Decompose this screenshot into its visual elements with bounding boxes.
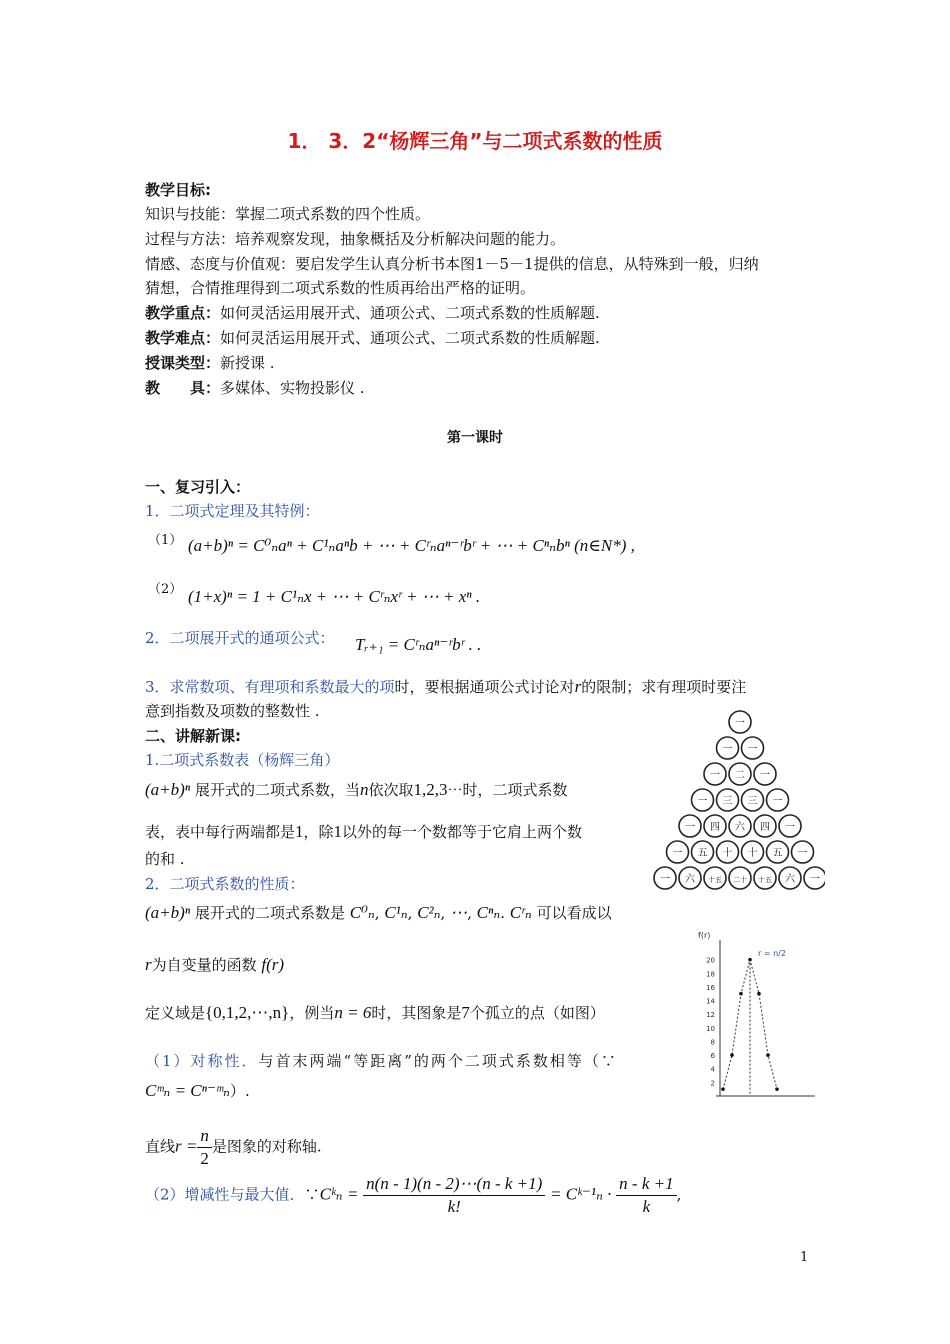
p2-expr: (a+b)ⁿ xyxy=(145,903,191,922)
lesson-type-text: 新授课 . xyxy=(220,354,275,372)
triangle-cell xyxy=(767,789,789,811)
p2-a: 展开式的二项式系数是 xyxy=(194,904,345,922)
triangle-cell xyxy=(717,841,739,863)
review-item-3 xyxy=(145,677,746,697)
review-heading: 一、复习引入： xyxy=(145,478,251,496)
svg-text:一: 一 xyxy=(735,718,745,729)
p1-expr: (a+b)ⁿ xyxy=(145,780,191,799)
paragraph-2-line-1: (a+b)ⁿ 展开式的二项式系数是 C⁰ₙ, C¹ₙ, C²ₙ, ⋯, Cⁿₙ. Cʳₙ 可以看成以 xyxy=(145,903,612,922)
triangle-cell xyxy=(717,737,739,759)
period-heading: 第一课时 xyxy=(447,430,503,446)
svg-text:一: 一 xyxy=(697,796,708,807)
p2-coeff-2: C²ₙ xyxy=(417,903,441,922)
p1-b: 依次取 xyxy=(368,781,414,799)
svg-text:一: 一 xyxy=(760,770,770,781)
increase-because: ∵ xyxy=(304,1185,320,1204)
y-tick-label: 6 xyxy=(710,1052,715,1061)
y-tick-label: 18 xyxy=(706,970,715,979)
tools xyxy=(145,378,365,398)
svg-text:十五: 十五 xyxy=(708,876,722,884)
p2-coeff-1: C¹ₙ xyxy=(384,903,408,922)
new-heading: 二、讲解新课: xyxy=(145,727,241,745)
triangle-cell xyxy=(742,737,764,759)
symmetry-formula: Cᵐₙ = Cⁿ⁻ᵐₙ xyxy=(145,1081,230,1100)
increase-fraction-2 xyxy=(616,1173,676,1218)
y-tick-label: 12 xyxy=(706,1011,715,1020)
p1-f: 以外的每一个数都等于它肩上两个数 xyxy=(342,823,583,841)
key-point-label: 教学重点： xyxy=(145,304,221,322)
increase-lhs: Cᵏₙ = xyxy=(319,1184,359,1204)
svg-text:二: 二 xyxy=(735,770,745,781)
svg-text:一: 一 xyxy=(785,822,795,833)
symmetry-line xyxy=(145,1051,618,1071)
p2-g: 个孤立的点（如图） xyxy=(469,1004,605,1022)
paragraph-1-line-3: 的和 . xyxy=(145,850,185,868)
review-item-3-text: 时，要根据通项公式讨论对 xyxy=(394,678,575,696)
svg-text:五: 五 xyxy=(772,848,783,859)
increase-num-2: n - k +1 xyxy=(616,1173,676,1196)
svg-text:六: 六 xyxy=(685,874,695,885)
objective-emotion-2: 猜想，合情推理得到二项式系数的性质再给出严格的证明。 xyxy=(145,279,536,297)
review-item-3-line-2: 意到指数及项数的整数性 . xyxy=(145,702,320,720)
data-point xyxy=(721,1087,725,1091)
svg-text:一: 一 xyxy=(710,770,720,781)
p2-seven: 7 xyxy=(461,1003,470,1022)
svg-text:一: 一 xyxy=(797,848,808,859)
svg-text:三: 三 xyxy=(722,796,733,807)
p2-c: 为自变量的函数 xyxy=(151,956,257,974)
axis-num: n xyxy=(197,1125,212,1148)
p2-f: 时，其图象是 xyxy=(371,1004,462,1022)
increase-line xyxy=(145,1173,681,1218)
symmetry-end: ）. xyxy=(229,1082,250,1100)
p2-b: 可以看成以 xyxy=(536,904,612,922)
increase-mid: = Cᵏ⁻¹ₙ · xyxy=(550,1184,612,1204)
y-tick-label: 4 xyxy=(710,1065,715,1074)
svg-text:十: 十 xyxy=(747,848,758,859)
axis-expr: r = xyxy=(175,1136,198,1156)
symmetry-label: （1）对称性． xyxy=(145,1052,259,1070)
binomial-coefficient-graph xyxy=(690,920,820,1110)
p1-c: ⋯时，二项式系数 xyxy=(447,781,568,799)
triangle-cell xyxy=(742,789,764,811)
triangle-cell xyxy=(779,867,801,889)
triangle-cell xyxy=(704,763,726,785)
y-tick-label: 10 xyxy=(706,1024,715,1033)
triangle-cell xyxy=(792,841,814,863)
key-point-text: 如何灵活运用展开式、通项公式、二项式系数的性质解题. xyxy=(220,304,600,322)
new-item-2: 2．二项式系数的性质： xyxy=(145,875,305,893)
svg-text:一: 一 xyxy=(810,874,820,885)
difficulty-label: 教学难点： xyxy=(145,329,221,347)
increase-fraction xyxy=(363,1173,545,1218)
increase-den-2: k xyxy=(642,1197,651,1216)
svg-text:六: 六 xyxy=(735,822,745,833)
increase-end: , xyxy=(676,1185,682,1204)
formula-1: (a+b)ⁿ = C⁰ₙaⁿ + C¹ₙaⁿb + ⋯ + Cʳₙaⁿ⁻ʳbʳ + ⋯ + Cⁿₙbⁿ (n∈N*) , xyxy=(188,536,635,555)
svg-text:一: 一 xyxy=(747,744,758,755)
data-point xyxy=(739,992,743,996)
y-tick-label: 2 xyxy=(710,1079,715,1088)
review-item-3-text-2: 的限制；求有理项时要注 xyxy=(581,678,747,696)
review-item-3-lead: 3．求常数项、有理项和系数最大的项 xyxy=(145,678,395,696)
triangle-cell xyxy=(704,867,726,889)
svg-text:一: 一 xyxy=(660,874,670,885)
p2-coeff-4: Cⁿₙ xyxy=(476,903,501,922)
triangle-cell xyxy=(767,841,789,863)
svg-text:十: 十 xyxy=(722,848,733,859)
formula-2-label: （2） xyxy=(148,582,183,597)
page-number: 1 xyxy=(800,1250,809,1265)
objectives-heading: 教学目标: xyxy=(145,181,211,199)
y-axis-label: f(r) xyxy=(698,931,711,940)
symmetry-formula-line xyxy=(145,1081,250,1101)
svg-text:一: 一 xyxy=(722,744,733,755)
triangle-cell xyxy=(729,867,751,889)
triangle-cell xyxy=(729,815,751,837)
triangle-cell xyxy=(692,841,714,863)
triangle-cell xyxy=(754,815,776,837)
increase-label: （2）增减性与最大值． xyxy=(145,1185,305,1204)
y-tick-label: 16 xyxy=(706,983,715,992)
p1-one: 1 xyxy=(295,822,304,841)
axis-den: 2 xyxy=(200,1149,209,1168)
svg-text:三: 三 xyxy=(747,796,758,807)
p1-a: 展开式的二项式系数，当 xyxy=(194,781,360,799)
p1-n: n xyxy=(359,780,369,799)
svg-text:一: 一 xyxy=(672,848,683,859)
triangle-cell xyxy=(667,841,689,863)
p2-domain: {0,1,2,⋯,n} xyxy=(205,1003,290,1022)
data-point xyxy=(766,1053,770,1057)
triangle-cell xyxy=(654,867,676,889)
y-tick-label: 8 xyxy=(710,1038,715,1047)
paragraph-2-line-2 xyxy=(145,955,284,975)
data-point xyxy=(775,1087,779,1091)
svg-text:二十: 二十 xyxy=(733,876,747,884)
p2-fr: f(r) xyxy=(261,955,285,974)
triangle-cell xyxy=(779,815,801,837)
p1-e: ，除 xyxy=(303,823,334,841)
paragraph-1-line-2 xyxy=(145,822,582,842)
p1-vals: 1,2,3 xyxy=(413,780,448,799)
paragraph-1-line-1 xyxy=(145,780,567,800)
triangle-cell xyxy=(729,763,751,785)
y-tick-label: 20 xyxy=(706,956,715,965)
increase-num: n(n - 1)(n - 2)⋯(n - k +1) xyxy=(363,1173,545,1196)
svg-text:十五: 十五 xyxy=(758,876,772,884)
difficulty-text: 如何灵活运用展开式、通项公式、二项式系数的性质解题. xyxy=(220,329,600,347)
p2-e: ，例当 xyxy=(289,1004,335,1022)
data-point xyxy=(730,1053,734,1057)
new-item-1: 1.二项式系数表（杨辉三角） xyxy=(145,751,340,769)
objective-process: 过程与方法：培养观察发现，抽象概括及分析解决问题的能力。 xyxy=(145,230,566,248)
triangle-cell xyxy=(717,789,739,811)
triangle-cell xyxy=(754,867,776,889)
triangle-cell xyxy=(679,815,701,837)
p2-d: 定义域是 xyxy=(145,1004,206,1022)
svg-text:四: 四 xyxy=(760,822,770,833)
lesson-type xyxy=(145,353,275,373)
axis-a: 直线 xyxy=(145,1137,176,1156)
symmetry-text: 与首末两端“等距离”的两个二项式系数相等（∵ xyxy=(258,1052,618,1070)
svg-text:六: 六 xyxy=(785,874,795,885)
svg-text:一: 一 xyxy=(685,822,695,833)
paragraph-2-line-3 xyxy=(145,1003,605,1023)
triangle-cell xyxy=(804,867,825,889)
yanghui-triangle-figure xyxy=(645,708,825,896)
objective-knowledge: 知识与技能：掌握二项式系数的四个性质。 xyxy=(145,205,431,223)
general-term-formula: Tᵣ₊₁ = Cʳₙaⁿ⁻ʳbʳ . . xyxy=(355,635,482,654)
svg-text:五: 五 xyxy=(697,848,708,859)
objective-emotion-1: 情感、态度与价值观：要启发学生认真分析书本图1－5－1提供的信息，从特殊到一般，归纳 xyxy=(145,255,759,273)
triangle-cell xyxy=(729,711,751,733)
review-item-3-r: r xyxy=(574,677,582,696)
tools-text: 多媒体、实物投影仪 . xyxy=(220,379,365,397)
p1-one-2: 1 xyxy=(333,822,343,841)
tools-label: 教 具： xyxy=(145,379,221,397)
axis-fraction xyxy=(197,1125,212,1170)
p2-r: r xyxy=(145,955,152,974)
axis-b: 是图象的对称轴. xyxy=(211,1137,322,1156)
increase-den: k! xyxy=(447,1197,461,1216)
data-point xyxy=(757,992,761,996)
lesson-type-label: 授课类型： xyxy=(145,354,221,372)
triangle-cell xyxy=(754,763,776,785)
p2-n6: n = 6 xyxy=(334,1003,372,1022)
triangle-cell xyxy=(692,789,714,811)
p2-coeff-0: C⁰ₙ xyxy=(349,903,375,922)
triangle-cell xyxy=(742,841,764,863)
axis-annotation: r = n/2 xyxy=(758,949,786,959)
review-item-1: 1．二项式定理及其特例： xyxy=(145,502,320,520)
axis-line xyxy=(145,1125,322,1170)
svg-text:四: 四 xyxy=(710,822,720,833)
p2-cr: Cʳₙ xyxy=(509,903,532,922)
formula-1-label: （1） xyxy=(148,533,183,548)
triangle-cell xyxy=(704,815,726,837)
p1-d: 表，表中每行两端都是 xyxy=(145,823,296,841)
svg-text:一: 一 xyxy=(772,796,783,807)
page-title: 1． 3．2“杨辉三角”与二项式系数的性质 xyxy=(287,129,663,153)
key-point xyxy=(145,303,600,323)
difficulty xyxy=(145,328,600,348)
formula-2: (1+x)ⁿ = 1 + C¹ₙx + ⋯ + Cʳₙxʳ + ⋯ + xⁿ . xyxy=(188,587,481,606)
triangle-cell xyxy=(679,867,701,889)
review-item-2: 2．二项展开式的通项公式： xyxy=(145,629,335,647)
y-tick-label: 14 xyxy=(706,997,715,1006)
p2-coeff-3: ⋯ xyxy=(450,903,468,922)
